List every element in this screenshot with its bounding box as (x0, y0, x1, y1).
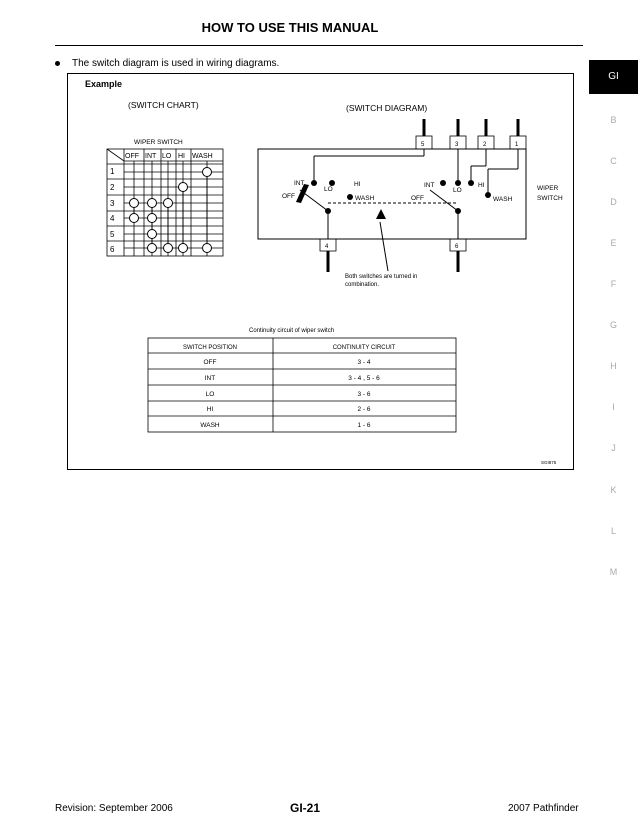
footer-model: 2007 Pathfinder (508, 803, 579, 814)
right-label-wash: WASH (493, 196, 513, 203)
table-row-wash-position: WASH (200, 422, 220, 429)
tab-g[interactable]: G (609, 320, 617, 330)
tab-l[interactable]: L (610, 526, 616, 536)
chart-col-off: OFF (125, 153, 139, 160)
chart-row-3: 3 (110, 199, 115, 208)
table-title: Continuity circuit of wiper switch (249, 328, 335, 334)
terminal-5: 5 (421, 142, 425, 148)
wiper-side-label-1: WIPER (537, 185, 559, 192)
table-row-off-circuit: 3 - 4 (357, 359, 371, 366)
table-row-int-circuit: 3 - 4 , 5 - 6 (348, 375, 380, 382)
terminal-1: 1 (515, 142, 519, 148)
chart-row-2: 2 (110, 183, 115, 192)
table-grid (148, 338, 456, 432)
chart-row-6: 6 (110, 245, 115, 254)
left-label-off: OFF (282, 193, 295, 200)
tab-j[interactable]: J (611, 443, 616, 453)
chart-row-4: 4 (110, 214, 115, 223)
annotation-line-2: combination. (345, 282, 380, 288)
chart-col-hi: HI (178, 153, 185, 160)
right-label-off: OFF (411, 195, 424, 202)
example-figure (67, 73, 574, 470)
wiper-side-label-2: SWITCH (537, 195, 563, 202)
tab-i[interactable]: I (612, 402, 615, 412)
header-rule (55, 45, 583, 46)
tab-b[interactable]: B (610, 115, 617, 125)
chart-contacts (130, 168, 212, 253)
tab-m[interactable]: M (609, 567, 618, 577)
table-row-off-position: OFF (203, 359, 217, 366)
right-label-lo: LO (453, 187, 462, 194)
terminal-6: 6 (455, 244, 459, 250)
example-label: Example (85, 79, 123, 89)
tab-e[interactable]: E (610, 238, 617, 248)
switch-chart-title: (SWITCH CHART) (128, 100, 199, 110)
left-label-wash: WASH (355, 195, 375, 202)
right-label-hi: HI (478, 182, 485, 189)
footer-revision: Revision: September 2006 (55, 803, 173, 814)
terminal-2: 2 (483, 142, 487, 148)
tab-f[interactable]: F (610, 279, 617, 289)
table-row-int-position: INT (204, 375, 216, 382)
right-label-int: INT (424, 182, 435, 189)
tab-c[interactable]: C (610, 156, 617, 166)
chart-col-int: INT (145, 153, 157, 160)
intro-text: The switch diagram is used in wiring diagrams. (72, 58, 280, 69)
arrow-head-icon (376, 209, 386, 219)
terminal-4: 4 (325, 244, 329, 250)
tab-h[interactable]: H (610, 361, 617, 371)
left-label-lo: LO (324, 186, 333, 193)
table-row-wash-circuit: 1 - 6 (357, 422, 371, 429)
bullet-icon (55, 61, 60, 66)
chart-col-lo: LO (162, 153, 172, 160)
table-header-position: SWITCH POSITION (183, 345, 237, 351)
table-row-hi-circuit: 2 - 6 (357, 406, 371, 413)
page-title: HOW TO USE THIS MANUAL (201, 20, 379, 35)
diagram-contacts (311, 180, 491, 214)
table-row-hi-position: HI (206, 406, 214, 413)
table-row-lo-position: LO (205, 391, 215, 398)
left-label-hi: HI (354, 181, 361, 188)
figure-code: SGI875 (541, 460, 557, 465)
terminal-3: 3 (455, 142, 459, 148)
figure-svg (68, 74, 573, 469)
table-row-lo-circuit: 3 - 6 (357, 391, 371, 398)
chart-col-wash: WASH (192, 153, 213, 160)
footer-page-number: GI-21 (290, 801, 321, 815)
tab-gi[interactable]: GI (589, 60, 638, 94)
annotation-line-1: Both switches are turned in (345, 274, 418, 280)
chart-row-5: 5 (110, 230, 115, 239)
table-header-circuit: CONTINUITY CIRCUIT (332, 345, 396, 351)
intro-line (55, 58, 279, 69)
left-label-int: INT (294, 180, 305, 187)
switch-diagram-title: (SWITCH DIAGRAM) (346, 103, 428, 113)
tab-k[interactable]: K (610, 485, 617, 495)
diagram-lines (258, 136, 526, 271)
tab-d[interactable]: D (610, 197, 617, 207)
chart-row-1: 1 (110, 167, 115, 176)
chart-wiper-switch-label: WIPER SWITCH (134, 139, 183, 146)
